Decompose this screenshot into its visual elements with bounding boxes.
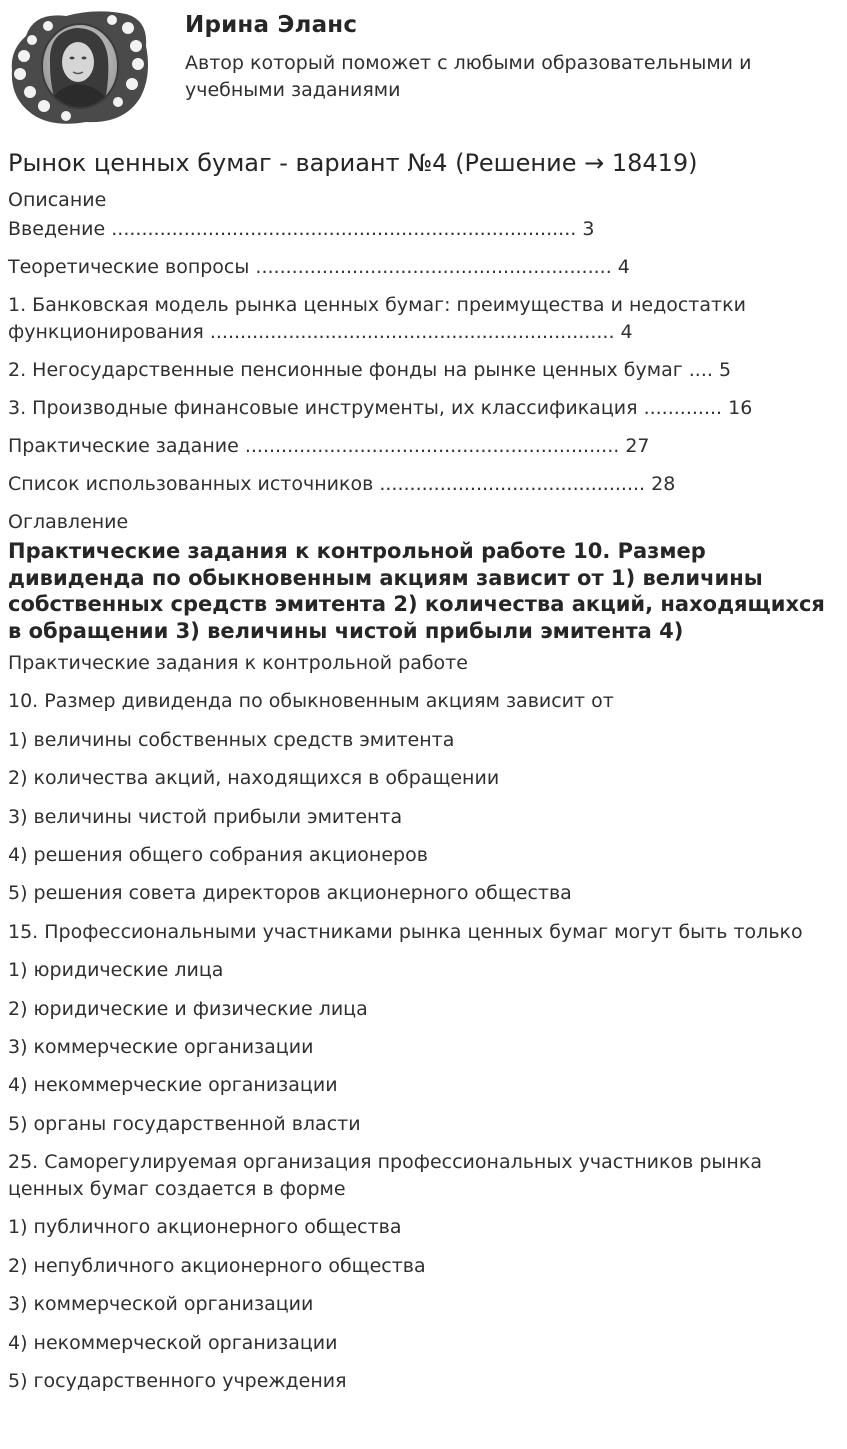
description-label: Описание — [8, 189, 107, 211]
contents-label: Оглавление — [8, 511, 129, 533]
paragraph: 3) величины чистой прибыли эмитента — [8, 805, 403, 828]
paragraph: 10. Размер дивиденда по обыкновенным акциям зависит от — [8, 690, 614, 713]
section-heading: Практические задания к контрольной работе 10. Размер дивиденда по обыкновенным акциям зависит от 1) величины собственных средств эмитента 2) количества акций, находящихся в обращении 3) величины чистой прибыли эмитента 4) — [8, 539, 825, 643]
toc-item: Теоретические вопросы ........................................................... 4 — [8, 256, 630, 278]
paragraph: 15. Профессиональными участниками рынка ценных бумаг могут быть только — [8, 920, 803, 943]
film-reel-avatar-icon — [6, 6, 152, 128]
paragraph: Практические задания к контрольной работе — [8, 652, 468, 674]
paragraph: 5) решения совета директоров акционерного общества — [8, 882, 572, 905]
paragraph: 3) коммерческой организации — [8, 1293, 314, 1316]
paragraph: 2) юридические и физические лица — [8, 997, 368, 1020]
paragraph: 4) некоммерческой организации — [8, 1331, 338, 1354]
document-content — [8, 145, 838, 1406]
paragraph: 5) органы государственной власти — [8, 1112, 361, 1135]
paragraph: 4) некоммерческие организации — [8, 1074, 338, 1097]
paragraph: 1) юридические лица — [8, 959, 224, 982]
toc-item: Введение ............................................................................. 3 — [8, 218, 595, 240]
paragraph: 1) публичного акционерного общества — [8, 1216, 402, 1239]
paragraph: 25. Саморегулируемая организация профессиональных участников рынка ценных бумаг создается в форме — [8, 1151, 762, 1201]
author-header — [0, 0, 847, 140]
author-avatar[interactable] — [6, 6, 152, 128]
paragraph: 4) решения общего собрания акционеров — [8, 843, 428, 866]
paragraph: 2) непубличного акционерного общества — [8, 1254, 426, 1277]
toc-item: 2. Негосударственные пенсионные фонды на рынке ценных бумаг .... 5 — [8, 359, 732, 381]
toc-item: Список использованных источников ............................................ 28 — [8, 473, 676, 495]
paragraph: 5) государственного учреждения — [8, 1370, 347, 1393]
author-description: Автор который поможет с любыми образовательными и учебными заданиями — [185, 52, 752, 101]
paragraph: 1) величины собственных средств эмитента — [8, 728, 455, 751]
toc-item: 3. Производные финансовые инструменты, их классификация ............. 16 — [8, 397, 753, 419]
toc-item: Практические задание .............................................................. 27 — [8, 435, 650, 457]
paragraph: 2) количества акций, находящихся в обращении — [8, 767, 500, 790]
document-title: Рынок ценных бумаг - вариант №4 (Решение → 18419) — [8, 149, 698, 177]
toc-item: 1. Банковская модель рынка ценных бумаг: преимущества и недостатки функционирования ................................................................... 4 — [8, 294, 746, 343]
author-name[interactable]: Ирина Эланс — [185, 12, 358, 38]
paragraph: 3) коммерческие организации — [8, 1035, 314, 1058]
